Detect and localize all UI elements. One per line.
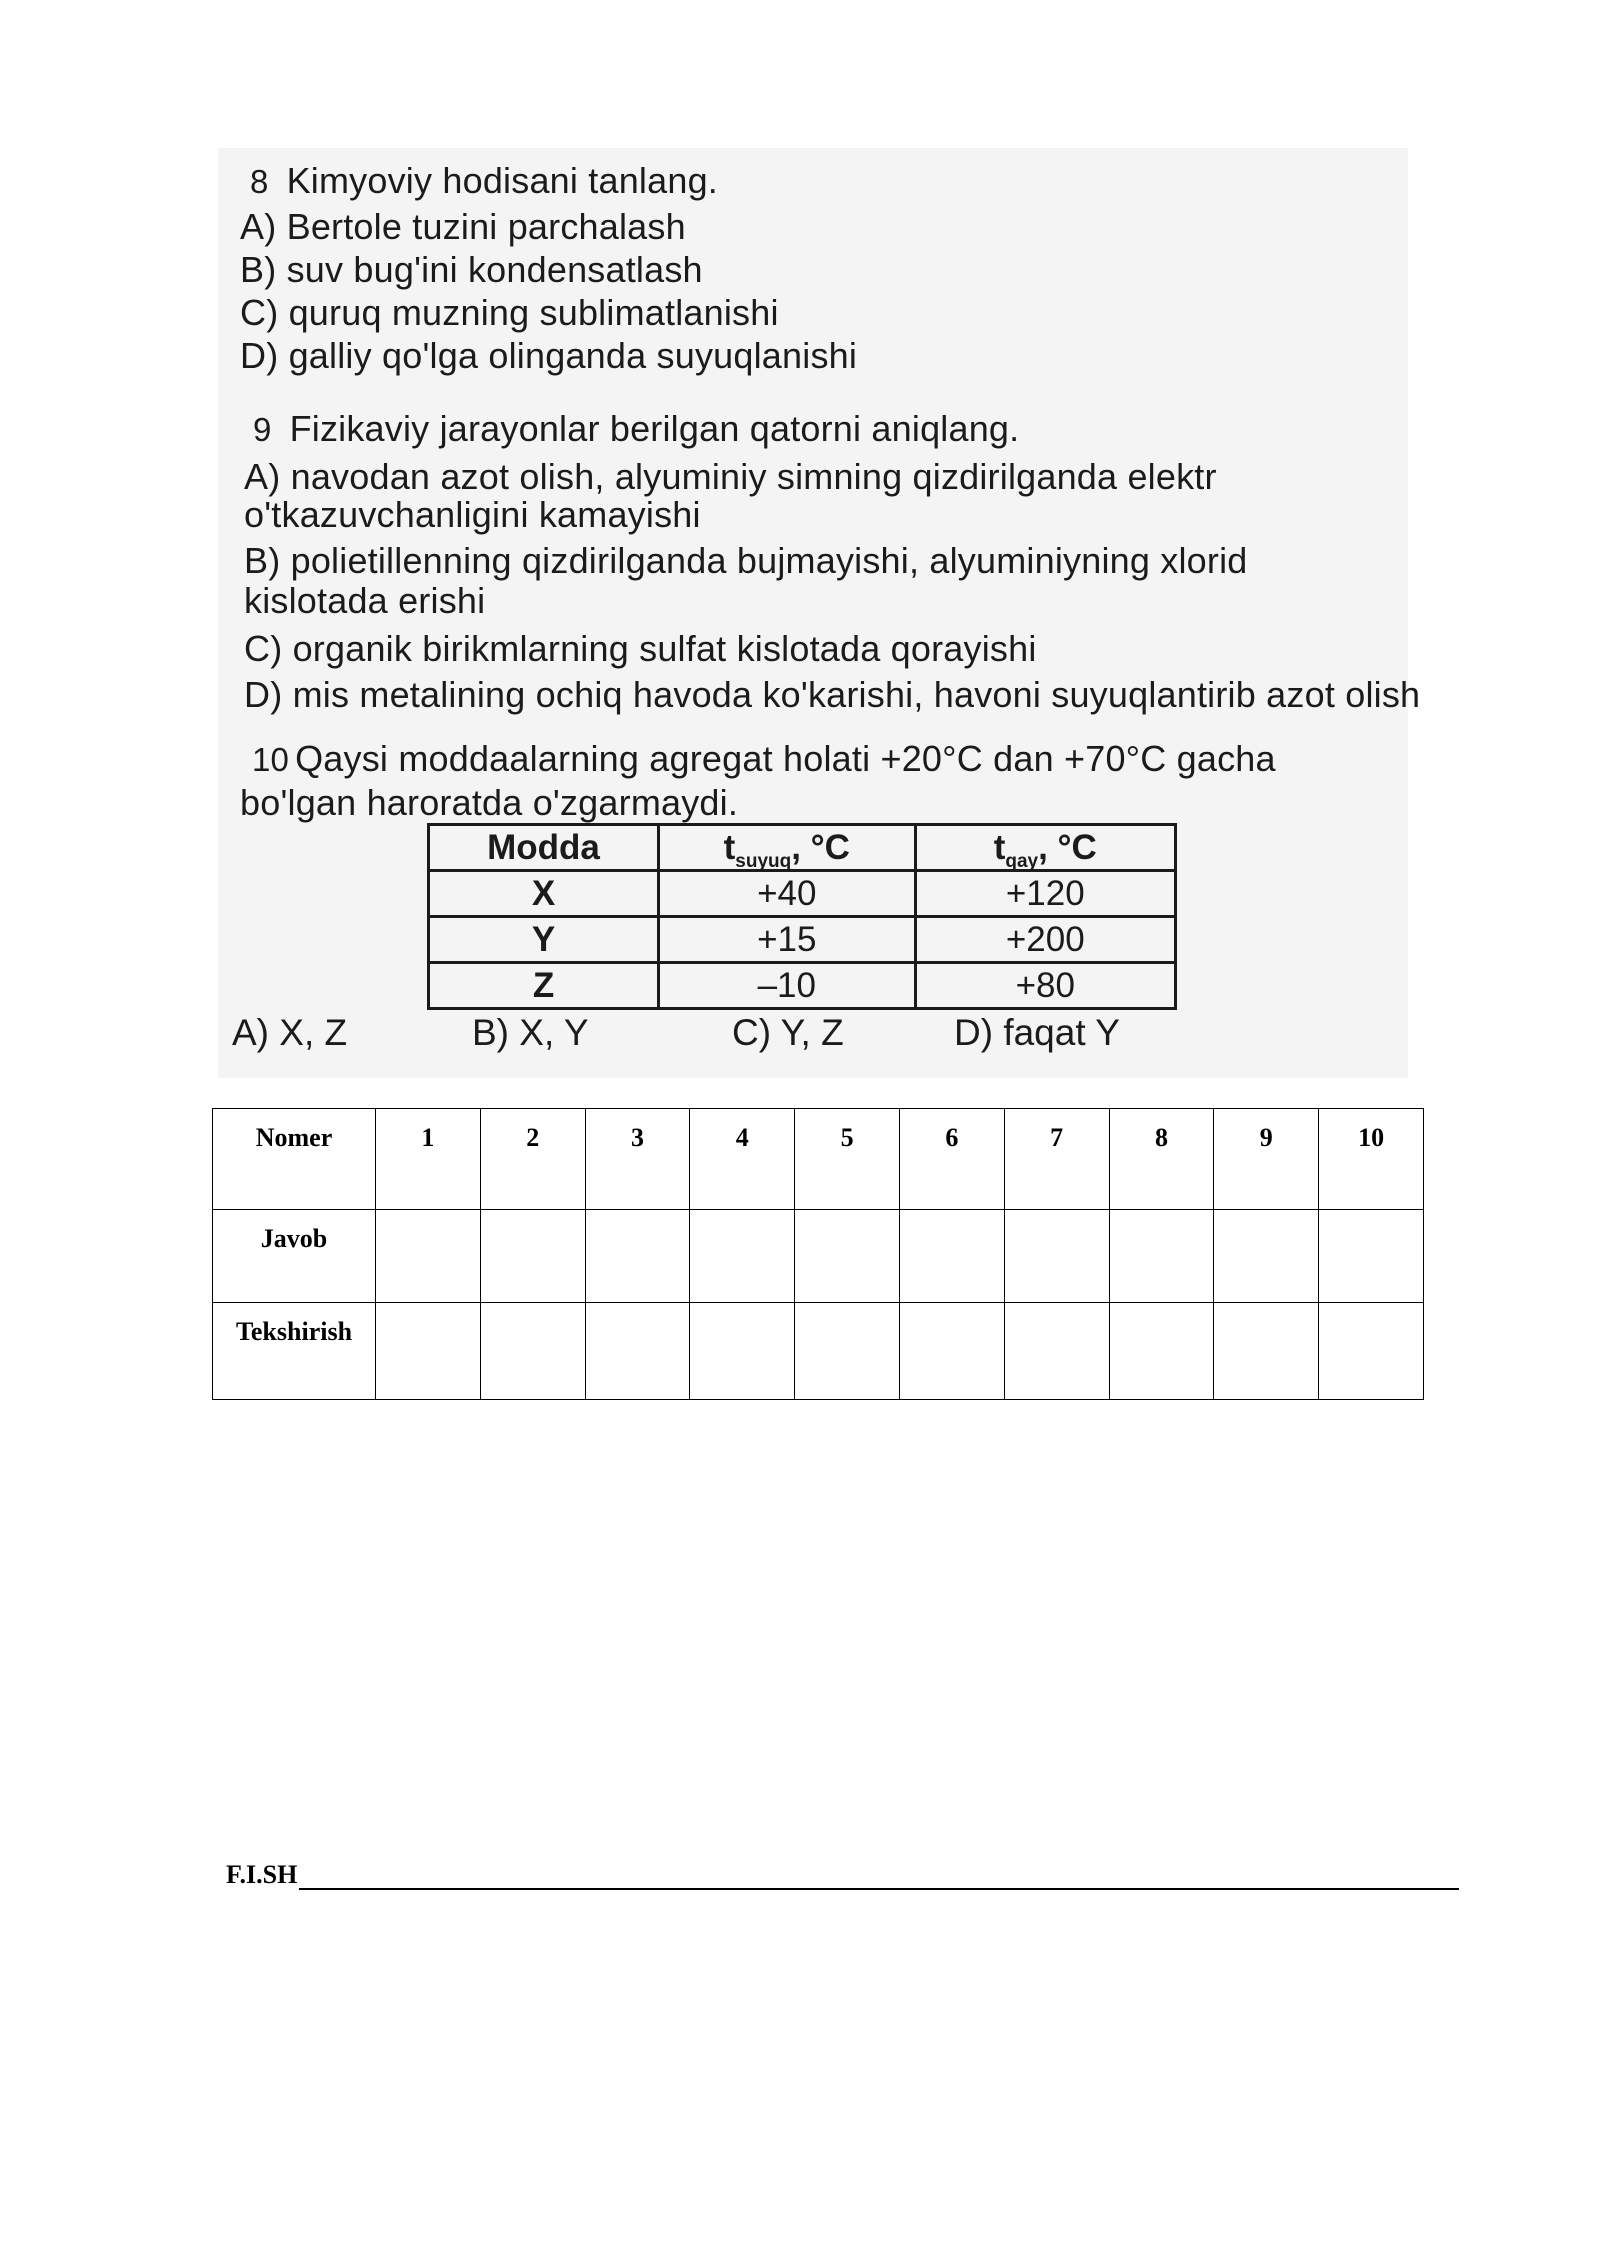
- check-cell[interactable]: [690, 1303, 795, 1400]
- question-10-option-c: C) Y, Z: [732, 1012, 844, 1053]
- answer-cell[interactable]: [795, 1210, 900, 1303]
- question-9-number: 9: [253, 411, 272, 448]
- cell-substance: Y: [429, 917, 659, 963]
- answer-row-javob: [213, 1210, 1424, 1303]
- question-9-line-5: C) organik birikmlarning sulfat kislotada qorayishi: [244, 628, 1037, 669]
- answer-cell[interactable]: [1004, 1210, 1109, 1303]
- question-9-line-2: o'tkazuvchanligini kamayishi: [244, 494, 701, 535]
- question-9-line-4: kislotada erishi: [244, 580, 486, 621]
- answer-cell[interactable]: [376, 1210, 481, 1303]
- check-cell[interactable]: [1319, 1303, 1424, 1400]
- cell-boiling: +80: [915, 963, 1175, 1009]
- answer-cell[interactable]: [1109, 1210, 1214, 1303]
- question-10-text-line1: Qaysi moddaalarning agregat holati +20°C dan +70°C gacha: [295, 738, 1276, 779]
- table-row: [429, 917, 1176, 963]
- cell-substance: X: [429, 871, 659, 917]
- check-cell[interactable]: [1214, 1303, 1319, 1400]
- header-modda: Modda: [429, 825, 659, 871]
- fish-label: F.I.SH: [226, 1860, 298, 1889]
- answer-cell[interactable]: [585, 1210, 690, 1303]
- question-10-option-a: A) X, Z: [232, 1012, 348, 1053]
- number-cell: 1: [376, 1109, 481, 1210]
- question-9-line-3: B) polietillenning qizdirilganda bujmayishi, alyuminiyning xlorid: [244, 540, 1248, 581]
- check-cell[interactable]: [795, 1303, 900, 1400]
- check-cell[interactable]: [1109, 1303, 1214, 1400]
- answer-cell[interactable]: [1214, 1210, 1319, 1303]
- number-cell: 3: [585, 1109, 690, 1210]
- number-cell: 2: [480, 1109, 585, 1210]
- cell-substance: Z: [429, 963, 659, 1009]
- row-label-nomer: Nomer: [213, 1109, 376, 1210]
- question-10-text-line2: bo'lgan haroratda o'zgarmaydi.: [240, 782, 739, 823]
- number-cell: 9: [1214, 1109, 1319, 1210]
- row-label-tekshirish: Tekshirish: [213, 1303, 376, 1400]
- question-8-option-a: A) Bertole tuzini parchalash: [240, 206, 686, 247]
- question-10-option-d: D) faqat Y: [954, 1012, 1120, 1053]
- number-cell: 8: [1109, 1109, 1214, 1210]
- question-9-title: [253, 408, 1019, 450]
- question-9-line-1: A) navodan azot olish, alyuminiy simning qizdirilganda elektr: [244, 456, 1217, 497]
- number-cell: 6: [899, 1109, 1004, 1210]
- question-8-option-b: B) suv bug'ini kondensatlash: [240, 249, 703, 290]
- table-row: [429, 871, 1176, 917]
- check-cell[interactable]: [585, 1303, 690, 1400]
- header-boiling-temp: $t_{qay}$, °C: [915, 825, 1175, 871]
- answer-cell[interactable]: [480, 1210, 585, 1303]
- cell-melting: +40: [659, 871, 915, 917]
- answer-table: [212, 1108, 1424, 1400]
- cell-melting: –10: [659, 963, 915, 1009]
- number-cell: 5: [795, 1109, 900, 1210]
- row-label-javob: Javob: [213, 1210, 376, 1303]
- check-cell[interactable]: [899, 1303, 1004, 1400]
- fish-name-line[interactable]: [299, 1866, 1459, 1890]
- question-9-text: Fizikaviy jarayonlar berilgan qatorni aniqlang.: [289, 408, 1020, 449]
- cell-boiling: +120: [915, 871, 1175, 917]
- question-10-number: 10: [252, 741, 290, 778]
- question-10-option-b: B) X, Y: [472, 1012, 589, 1053]
- check-cell[interactable]: [480, 1303, 585, 1400]
- fish-field: [226, 1860, 1459, 1890]
- question-8-option-d: D) galliy qo'lga olinganda suyuqlanishi: [240, 335, 858, 376]
- question-8-option-c: C) quruq muzning sublimatlanishi: [240, 292, 779, 333]
- answer-cell[interactable]: [1319, 1210, 1424, 1303]
- answer-cell[interactable]: [899, 1210, 1004, 1303]
- question-9-line-6: D) mis metalining ochiq havoda ko'karishi, havoni suyuqlantirib azot olish: [244, 674, 1421, 715]
- number-cell: 10: [1319, 1109, 1424, 1210]
- answer-row-nomer: [213, 1109, 1424, 1210]
- question-8-text: Kimyoviy hodisani tanlang.: [286, 160, 718, 201]
- substance-table-header: [429, 825, 1176, 871]
- answer-cell[interactable]: [690, 1210, 795, 1303]
- number-cell: 7: [1004, 1109, 1109, 1210]
- answer-row-tekshirish: [213, 1303, 1424, 1400]
- check-cell[interactable]: [1004, 1303, 1109, 1400]
- table-row: [429, 963, 1176, 1009]
- question-8-title: [250, 160, 718, 202]
- cell-boiling: +200: [915, 917, 1175, 963]
- substance-table: [427, 823, 1177, 1010]
- check-cell[interactable]: [376, 1303, 481, 1400]
- question-8-number: 8: [250, 163, 269, 200]
- header-melting-temp: $t_{suyuq}$, °C: [659, 825, 915, 871]
- question-10-title: [252, 738, 1276, 780]
- cell-melting: +15: [659, 917, 915, 963]
- number-cell: 4: [690, 1109, 795, 1210]
